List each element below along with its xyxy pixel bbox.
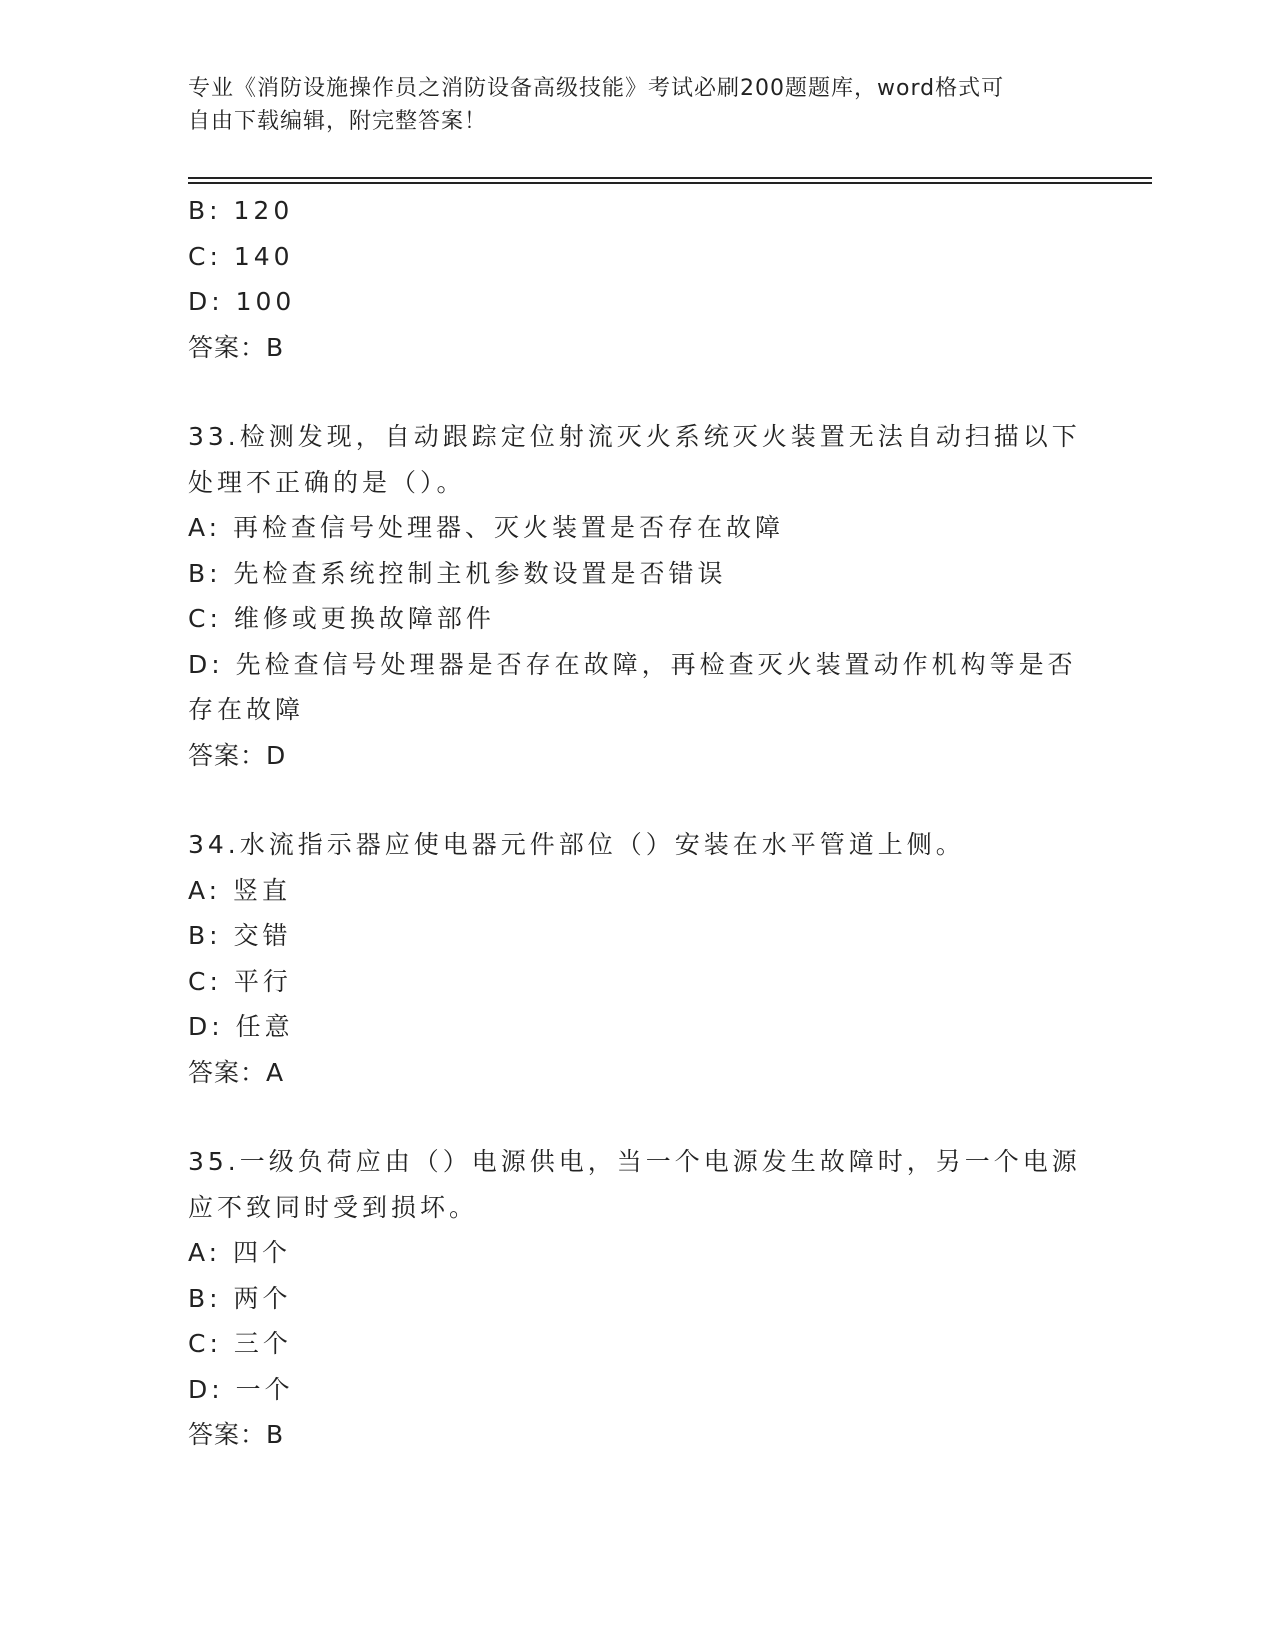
header-divider-bottom: [188, 182, 1152, 184]
document-body: [188, 188, 1088, 1458]
option-d-continued: 存在故障: [188, 695, 305, 724]
option-c: C: 维修或更换故障部件: [188, 604, 495, 633]
question-text-continued: 处理不正确的是（）。: [188, 467, 466, 497]
option-d: D: 100: [188, 287, 296, 316]
option-d: D: 先检查信号处理器是否存在故障，再检查灭火装置动作机构等是否: [188, 649, 1077, 679]
option-b: B: 两个: [188, 1283, 292, 1313]
question-32-continued: [188, 188, 1088, 370]
answer: 答案：D: [188, 740, 287, 770]
option-a: A: 四个: [188, 1238, 292, 1267]
question-35: [188, 1139, 1088, 1458]
option-a: A: 再检查信号处理器、灭火装置是否存在故障: [188, 513, 785, 542]
option-c: C: 三个: [188, 1329, 292, 1358]
option-b: B: 120: [188, 196, 294, 225]
question-text-continued: 应不致同时受到损坏。: [188, 1192, 479, 1222]
header-line-1: 专业《消防设施操作员之消防设备高级技能》考试必刷200题题库，word格式可: [188, 76, 1005, 101]
question-text: 35.一级负荷应由（）电源供电，当一个电源发生故障时，另一个电源: [188, 1147, 1081, 1176]
option-c: C: 平行: [188, 966, 292, 996]
answer: 答案：A: [188, 1057, 285, 1087]
question-text: 34.水流指示器应使电器元件部位（）安装在水平管道上侧。: [188, 830, 965, 859]
option-a: A: 竖直: [188, 875, 292, 905]
option-c: C: 140: [188, 241, 294, 271]
answer: 答案：B: [188, 1420, 285, 1449]
header-line-2: 自由下载编辑，附完整答案！: [188, 109, 488, 134]
document-header: [188, 72, 1068, 138]
question-text: 33.检测发现，自动跟踪定位射流灭火系统灭火装置无法自动扫描以下: [188, 422, 1081, 451]
question-33: [188, 414, 1088, 778]
option-d: D: 任意: [188, 1012, 294, 1041]
header-divider-top: [188, 177, 1152, 179]
answer: 答案：B: [188, 332, 285, 362]
question-34: [188, 822, 1088, 1095]
option-b: B: 交错: [188, 921, 292, 950]
option-b: B: 先检查系统控制主机参数设置是否错误: [188, 558, 727, 588]
option-d: D: 一个: [188, 1374, 294, 1404]
